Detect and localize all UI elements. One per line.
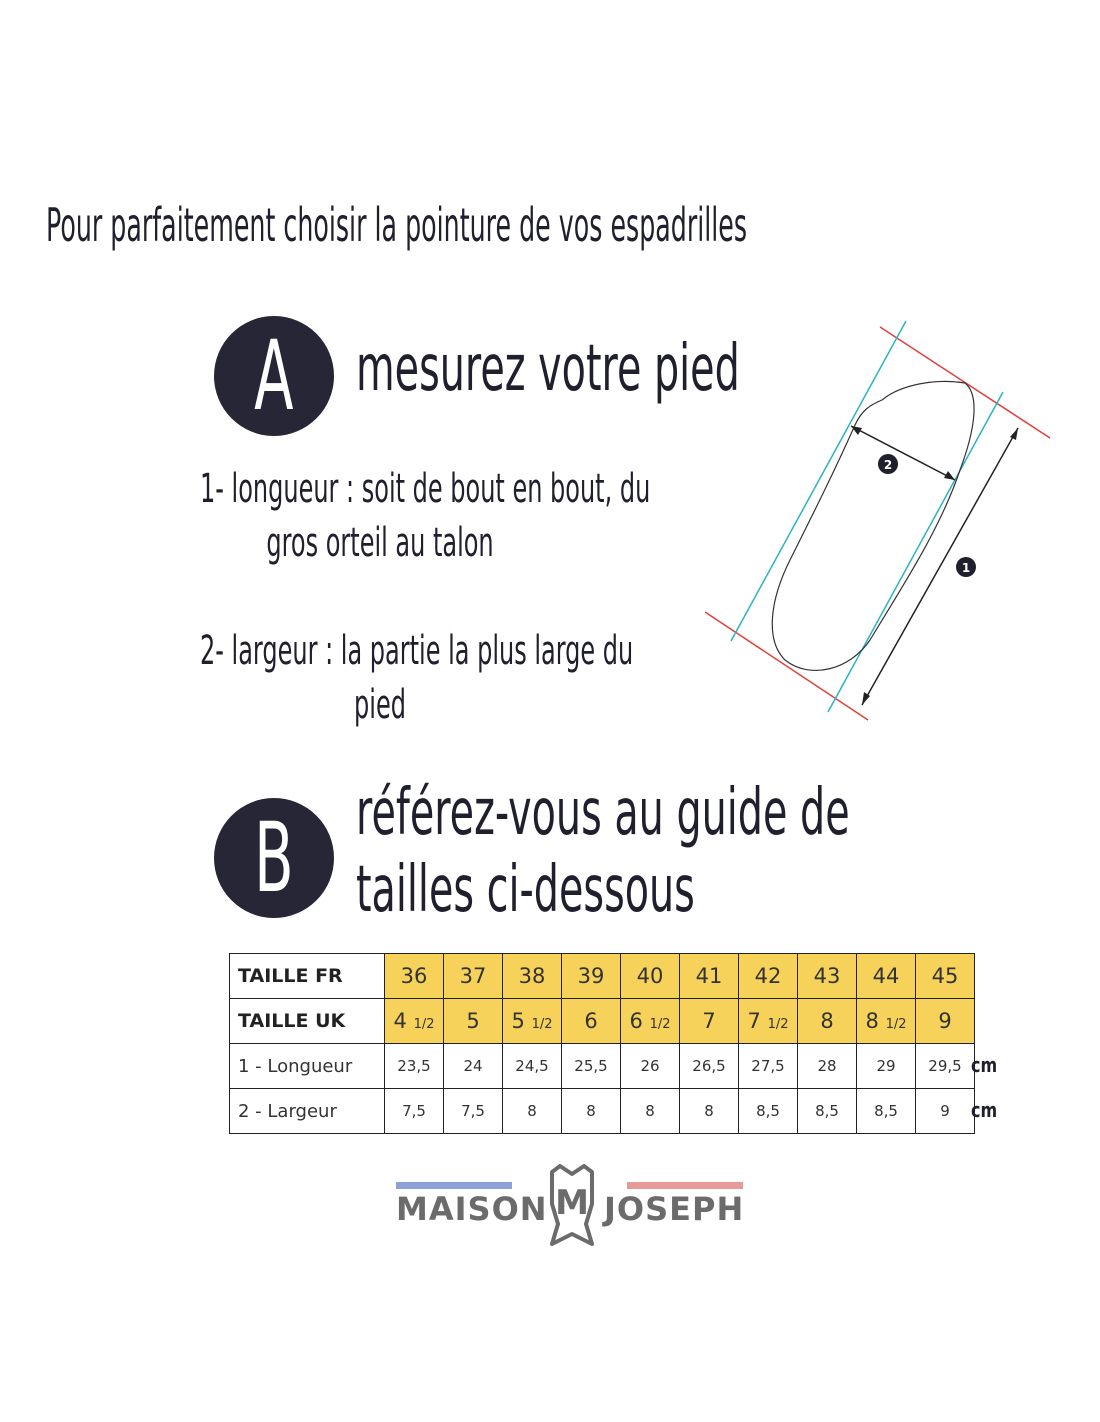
table-cell: 36 (385, 954, 444, 999)
right-guide-line (828, 392, 1003, 712)
step-b-letter: B (254, 802, 294, 914)
width-unit: cm (971, 1098, 998, 1122)
table-row (230, 1089, 975, 1134)
table-cell: 43 (798, 954, 857, 999)
table-cell: 28 (798, 1044, 857, 1089)
table-cell: 41 (680, 954, 739, 999)
table-cell: 5 (444, 999, 503, 1044)
table-cell: 5 1/2 (503, 999, 562, 1044)
table-cell: 8 (621, 1089, 680, 1134)
instruction-width-line2: pied (354, 682, 406, 728)
table-cell: 6 (562, 999, 621, 1044)
row-label: 2 - Largeur (230, 1089, 385, 1134)
table-cell: 26 (621, 1044, 680, 1089)
table-cell: 38 (503, 954, 562, 999)
table-cell: 8 1/2 (857, 999, 916, 1044)
left-guide-line (731, 321, 906, 641)
step-a-badge (214, 316, 334, 436)
table-cell: 8 (562, 1089, 621, 1134)
instruction-length-line1: 1- longueur : soit de bout en bout, du (200, 466, 651, 512)
step-b-heading-line1: référez-vous au guide de (356, 776, 850, 850)
foot-outline (772, 381, 974, 670)
table-cell: 8,5 (739, 1089, 798, 1134)
width-arrowhead-right (944, 471, 955, 480)
table-cell: 8 (503, 1089, 562, 1134)
table-cell: 9 (916, 999, 975, 1044)
table-cell: 7 1/2 (739, 999, 798, 1044)
marker-2-label: 2 (883, 458, 893, 472)
table-cell: 23,5 (385, 1044, 444, 1089)
table-cell: 6 1/2 (621, 999, 680, 1044)
table-cell: 8 (798, 999, 857, 1044)
table-cell: 24 (444, 1044, 503, 1089)
table-row (230, 999, 975, 1044)
step-a-heading: mesurez votre pied (356, 332, 740, 406)
row-label: TAILLE FR (230, 954, 385, 999)
brand-logo (392, 1162, 752, 1252)
table-cell: 25,5 (562, 1044, 621, 1089)
table-cell: 29 (857, 1044, 916, 1089)
length-arrowhead-top (1010, 428, 1018, 440)
heel-edge-line (705, 612, 868, 720)
size-guide-table (229, 953, 975, 1134)
table-cell: 7,5 (385, 1089, 444, 1134)
table-cell: 45 (916, 954, 975, 999)
page-title: Pour parfaitement choisir la pointure de vos espadrilles (46, 198, 748, 252)
logo-blue-bar (396, 1182, 512, 1189)
instruction-width-line1: 2- largeur : la partie la plus large du (200, 628, 634, 674)
table-cell: 29,5 (916, 1044, 975, 1089)
logo-word-joseph: JOSEPH (604, 1190, 745, 1228)
logo-red-bar (627, 1182, 743, 1189)
table-cell: 7,5 (444, 1089, 503, 1134)
step-b-heading-line2: tailles ci-dessous (356, 853, 695, 927)
table-cell: 44 (857, 954, 916, 999)
marker-1-label: 1 (961, 561, 971, 575)
step-a-letter: A (254, 320, 294, 432)
table-cell: 37 (444, 954, 503, 999)
table-cell: 4 1/2 (385, 999, 444, 1044)
table-cell: 24,5 (503, 1044, 562, 1089)
table-cell: 27,5 (739, 1044, 798, 1089)
table-cell: 42 (739, 954, 798, 999)
step-b-badge (214, 798, 334, 918)
table-cell: 8 (680, 1089, 739, 1134)
length-unit: cm (971, 1053, 998, 1077)
table-row (230, 954, 975, 999)
table-cell: 40 (621, 954, 680, 999)
instruction-length-line2: gros orteil au talon (266, 520, 494, 566)
logo-word-maison: MAISON (396, 1190, 548, 1228)
width-arrow (851, 426, 955, 480)
logo-monogram-letter: M (555, 1183, 589, 1223)
logo-monogram-icon (542, 1164, 602, 1248)
table-row (230, 1044, 975, 1089)
foot-measure-diagram (690, 310, 1070, 730)
table-cell: 8,5 (857, 1089, 916, 1134)
table-cell: 26,5 (680, 1044, 739, 1089)
table-cell: 39 (562, 954, 621, 999)
row-label: 1 - Longueur (230, 1044, 385, 1089)
table-cell: 9 (916, 1089, 975, 1134)
table-cell: 8,5 (798, 1089, 857, 1134)
row-label: TAILLE UK (230, 999, 385, 1044)
table-cell: 7 (680, 999, 739, 1044)
